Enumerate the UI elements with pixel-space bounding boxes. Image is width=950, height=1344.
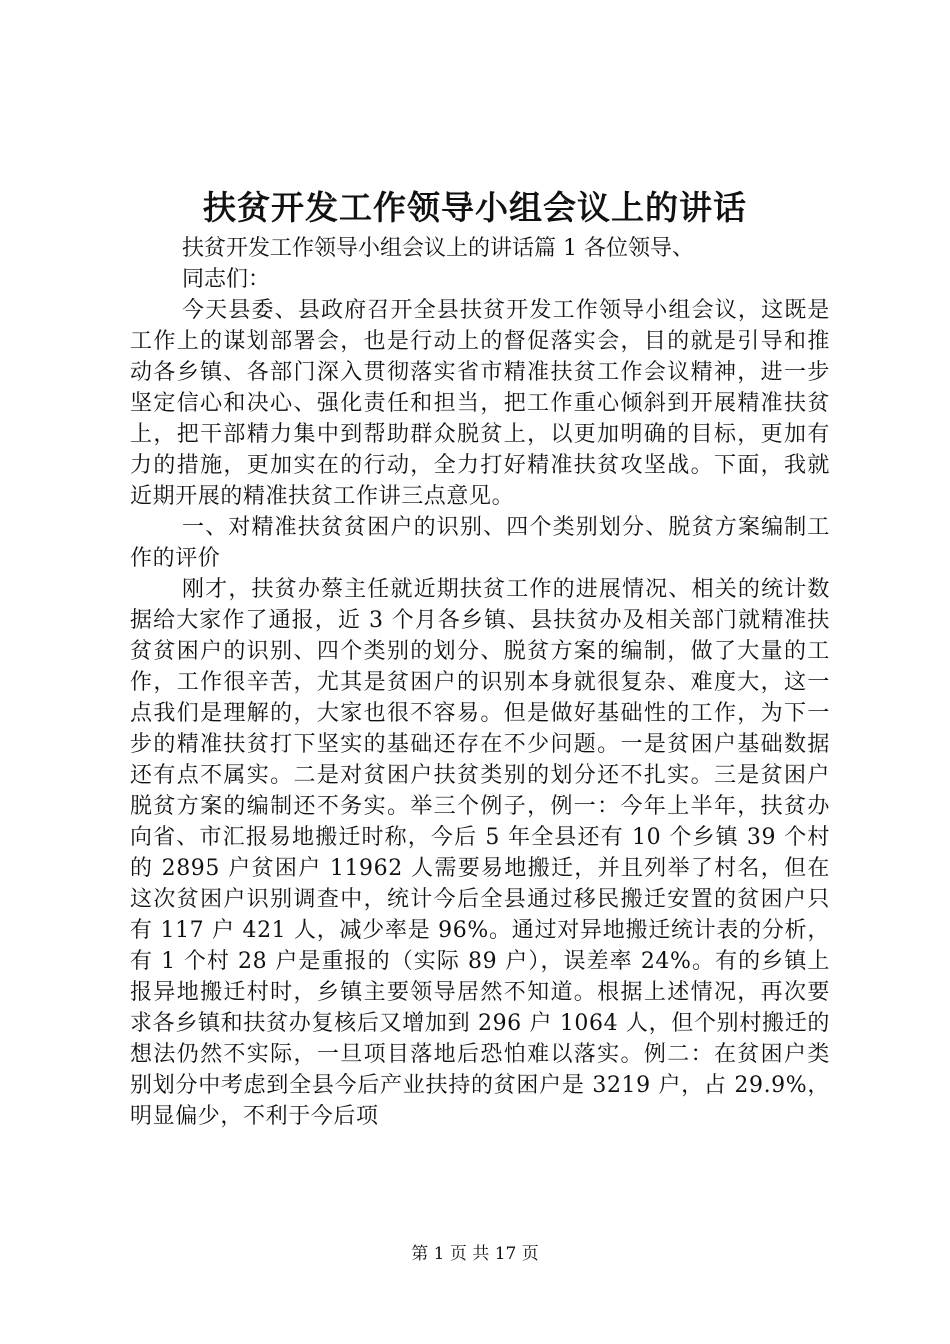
section-heading-1: 一、对精准扶贫贫困户的识别、四个类别划分、脱贫方案编制工作的评价 <box>130 515 830 571</box>
intro-line-2: 同志们： <box>182 267 271 292</box>
paragraph-opening: 今天县委、县政府召开全县扶贫开发工作领导小组会议，这既是工作上的谋划部署会，也是行动上的督促落实会，目的就是引导和推动各乡镇、各部门深入贯彻落实省市精准扶贫工作会议精神，进一步坚定信心和决心、强化责任和担当，把工作重心倾斜到开展精准扶贫上，把干部精力集中到帮助群众脱贫上，以更加明确的目标，更加有力的措施，更加实在的行动，全力打好精准扶贫攻坚战。下面，我就近期开展的精准扶贫工作讲三点意见。 <box>130 298 830 509</box>
page-footer: 第 1 页 共 17 页 <box>411 1244 539 1264</box>
paragraph-evaluation: 刚才，扶贫办蔡主任就近期扶贫工作的进展情况、相关的统计数据给大家作了通报，近 3 个月各乡镇、县扶贫办及相关部门就精准扶贫贫困户的识别、四个类别的划分、脱贫方案的编制，做了大量的工作，工作很辛苦，尤其是贫困户的识别本身就很复杂、难度大，这一点我们是理解的，大家也很不容易。但是做好基础性的工作，为下一步的精准扶贫打下坚实的基础还存在不少问题。一是贫困户基础数据还有点不属实。二是对贫困户扶贫类别的划分还不扎实。三是贫困户脱贫方案的编制还不务实。举三个例子，例一：今年上半年，扶贫办向省、市汇报易地搬迁时称，今后 5 年全县还有 10 个乡镇 39 个村的 2895 户贫困户 11962 人需要易地搬迁，并且列举了村名，但在这次贫困户识别调查中，统计今后全县通过移民搬迁安置的贫困户只有 117 户 421 人，减少率是 96%。通过对异地搬迁统计表的分析，有 1 个村 28 户是重报的（实际 89 户），误差率 24%。有的乡镇上报异地搬迁村时，乡镇主要领导居然不知道。根据上述情况，再次要求各乡镇和扶贫办复核后又增加到 296 户 1064 人，但个别村搬迁的想法仍然不实际，一旦项目落地后恐怕难以落实。例二：在贫困户类别划分中考虑到全县今后产业扶持的贫困户是 3219 户，占 29.9%，明显偏少，不利于今后项 <box>130 577 830 1129</box>
document-title: 扶贫开发工作领导小组会议上的讲话 <box>203 188 747 227</box>
document-body <box>130 233 830 1132</box>
intro-line-1: 扶贫开发工作领导小组会议上的讲话篇 1 各位领导、 <box>182 236 694 261</box>
